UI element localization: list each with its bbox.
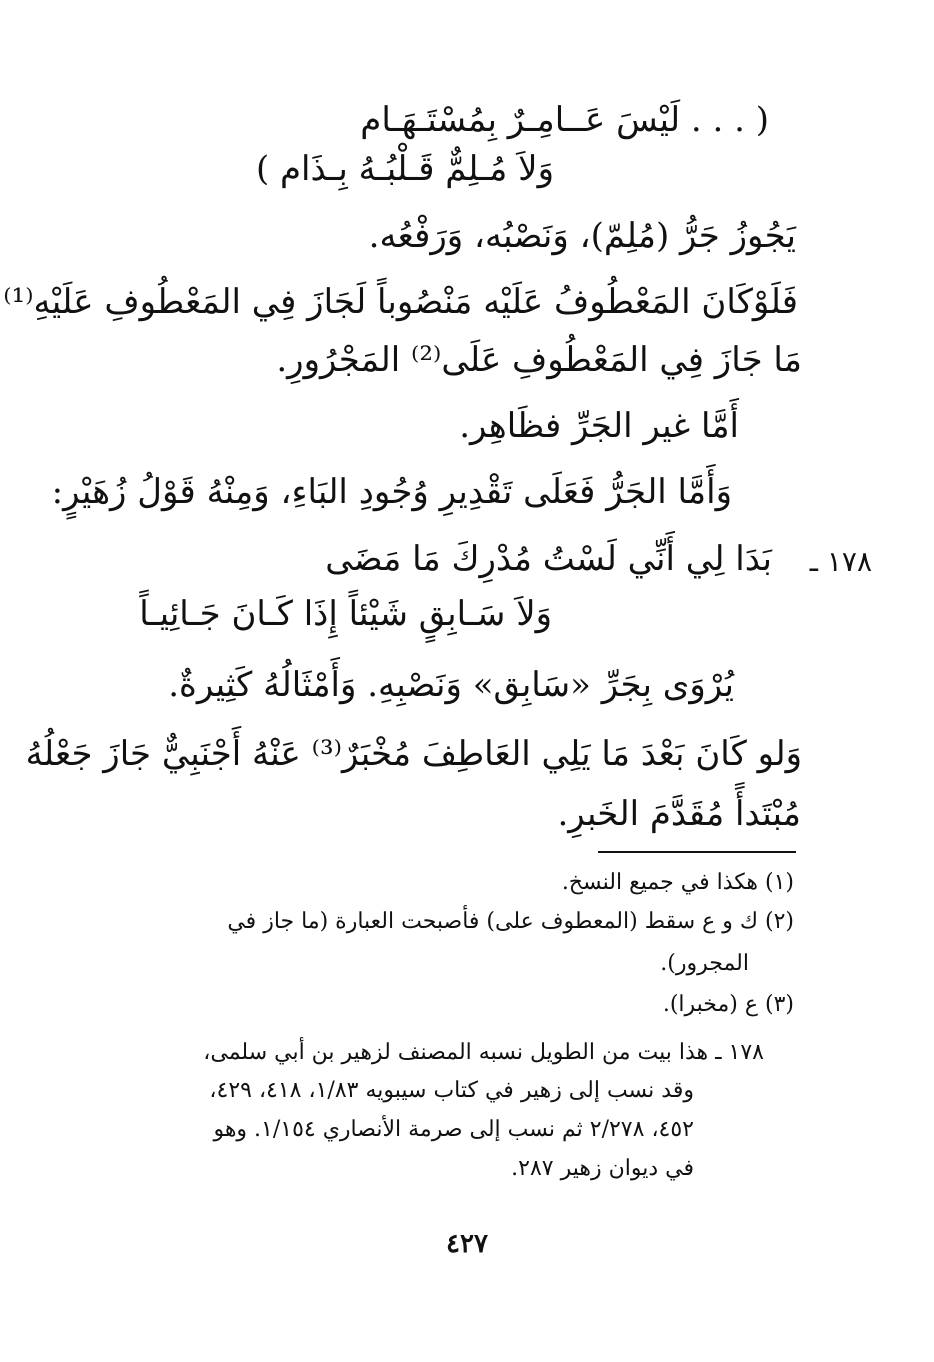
verse-line-2: وَلاَ سَـابِقٍ شَيْئاً إِذَا كَـانَ جَـائِيـاً	[139, 594, 552, 634]
verse-note-line-1: ١٧٨ ـ هذا بيت من الطويل نسبه المصنف لزهير بن أبي سلمى،	[203, 1040, 764, 1065]
main-line-2: وَلاَ مُـلِمٌّ قَـلْبُـهُ بِـذَام )	[255, 149, 554, 189]
main-line-9: وَلو كَانَ بَعْدَ مَا يَلِي العَاطِفَ مُخْبَرٌ⁽³⁾ عَنْهُ أَجْنَبِيٌّ جَازَ جَعْلُهُ	[25, 734, 802, 774]
footnote-2: (٢) ك و ع سقط (المعطوف على) فأصبحت العبارة (ما جاز في	[227, 909, 794, 934]
verse-note-line-2: وقد نسب إلى زهير في كتاب سيبويه ١/٨٣، ٤١٨، ٤٢٩،	[209, 1078, 694, 1103]
main-line-10: مُبْتَدأً مُقَدَّمَ الخَبرِ.	[557, 794, 801, 834]
verse-note-line-4: في ديوان زهير ٢٨٧.	[511, 1156, 694, 1181]
footnote-separator	[598, 851, 796, 853]
main-line-3: يَجُوزُ جَرُّ (مُلِمّ)، وَنَصْبُه، وَرَفْعُه.	[368, 216, 796, 256]
footnote-1: (١) هكذا في جميع النسخ.	[561, 870, 794, 895]
main-line-6: أَمَّا غير الجَرِّ فظَاهِر.	[459, 406, 739, 446]
verse-note-line-3: ٤٥٢، ٢/٢٧٨ ثم نسب إلى صرمة الأنصاري ١/١٥٤. وهو	[213, 1117, 694, 1142]
footnote-3: (٣) ع (مخبرا).	[662, 992, 794, 1017]
footnote-2-cont: المجرور).	[660, 951, 749, 976]
verse-number: ١٧٨ ـ	[809, 545, 872, 578]
main-line-8: يُرْوَى بِجَرِّ «سَابِق» وَنَصْبِهِ. وَأَمْثَالُهُ كَثِيرةٌ.	[168, 665, 734, 705]
page-number: ٤٢٧	[446, 1229, 488, 1259]
verse-line-1: بَدَا لِي أَنِّي لَسْتُ مُدْرِكَ مَا مَضَى	[325, 539, 772, 579]
main-line-1: ( . . . لَيْسَ عَــامِـرٌ بِمُسْتَـهَـام	[360, 100, 769, 140]
main-line-5: مَا جَازَ فِي المَعْطُوفِ عَلَى⁽²⁾ المَجْرُورِ.	[276, 340, 802, 380]
main-line-7: وَأَمَّا الجَرُّ فَعَلَى تَقْدِيرِ وُجُودِ البَاءِ، وَمِنْهُ قَوْلُ زُهَيْرٍ:	[51, 472, 732, 512]
main-line-4: فَلَوْكَانَ المَعْطُوفُ عَلَيْه مَنْصُوباً لَجَازَ فِي المَعْطُوفِ عَلَيْهِ⁽¹⁾	[3, 282, 798, 322]
